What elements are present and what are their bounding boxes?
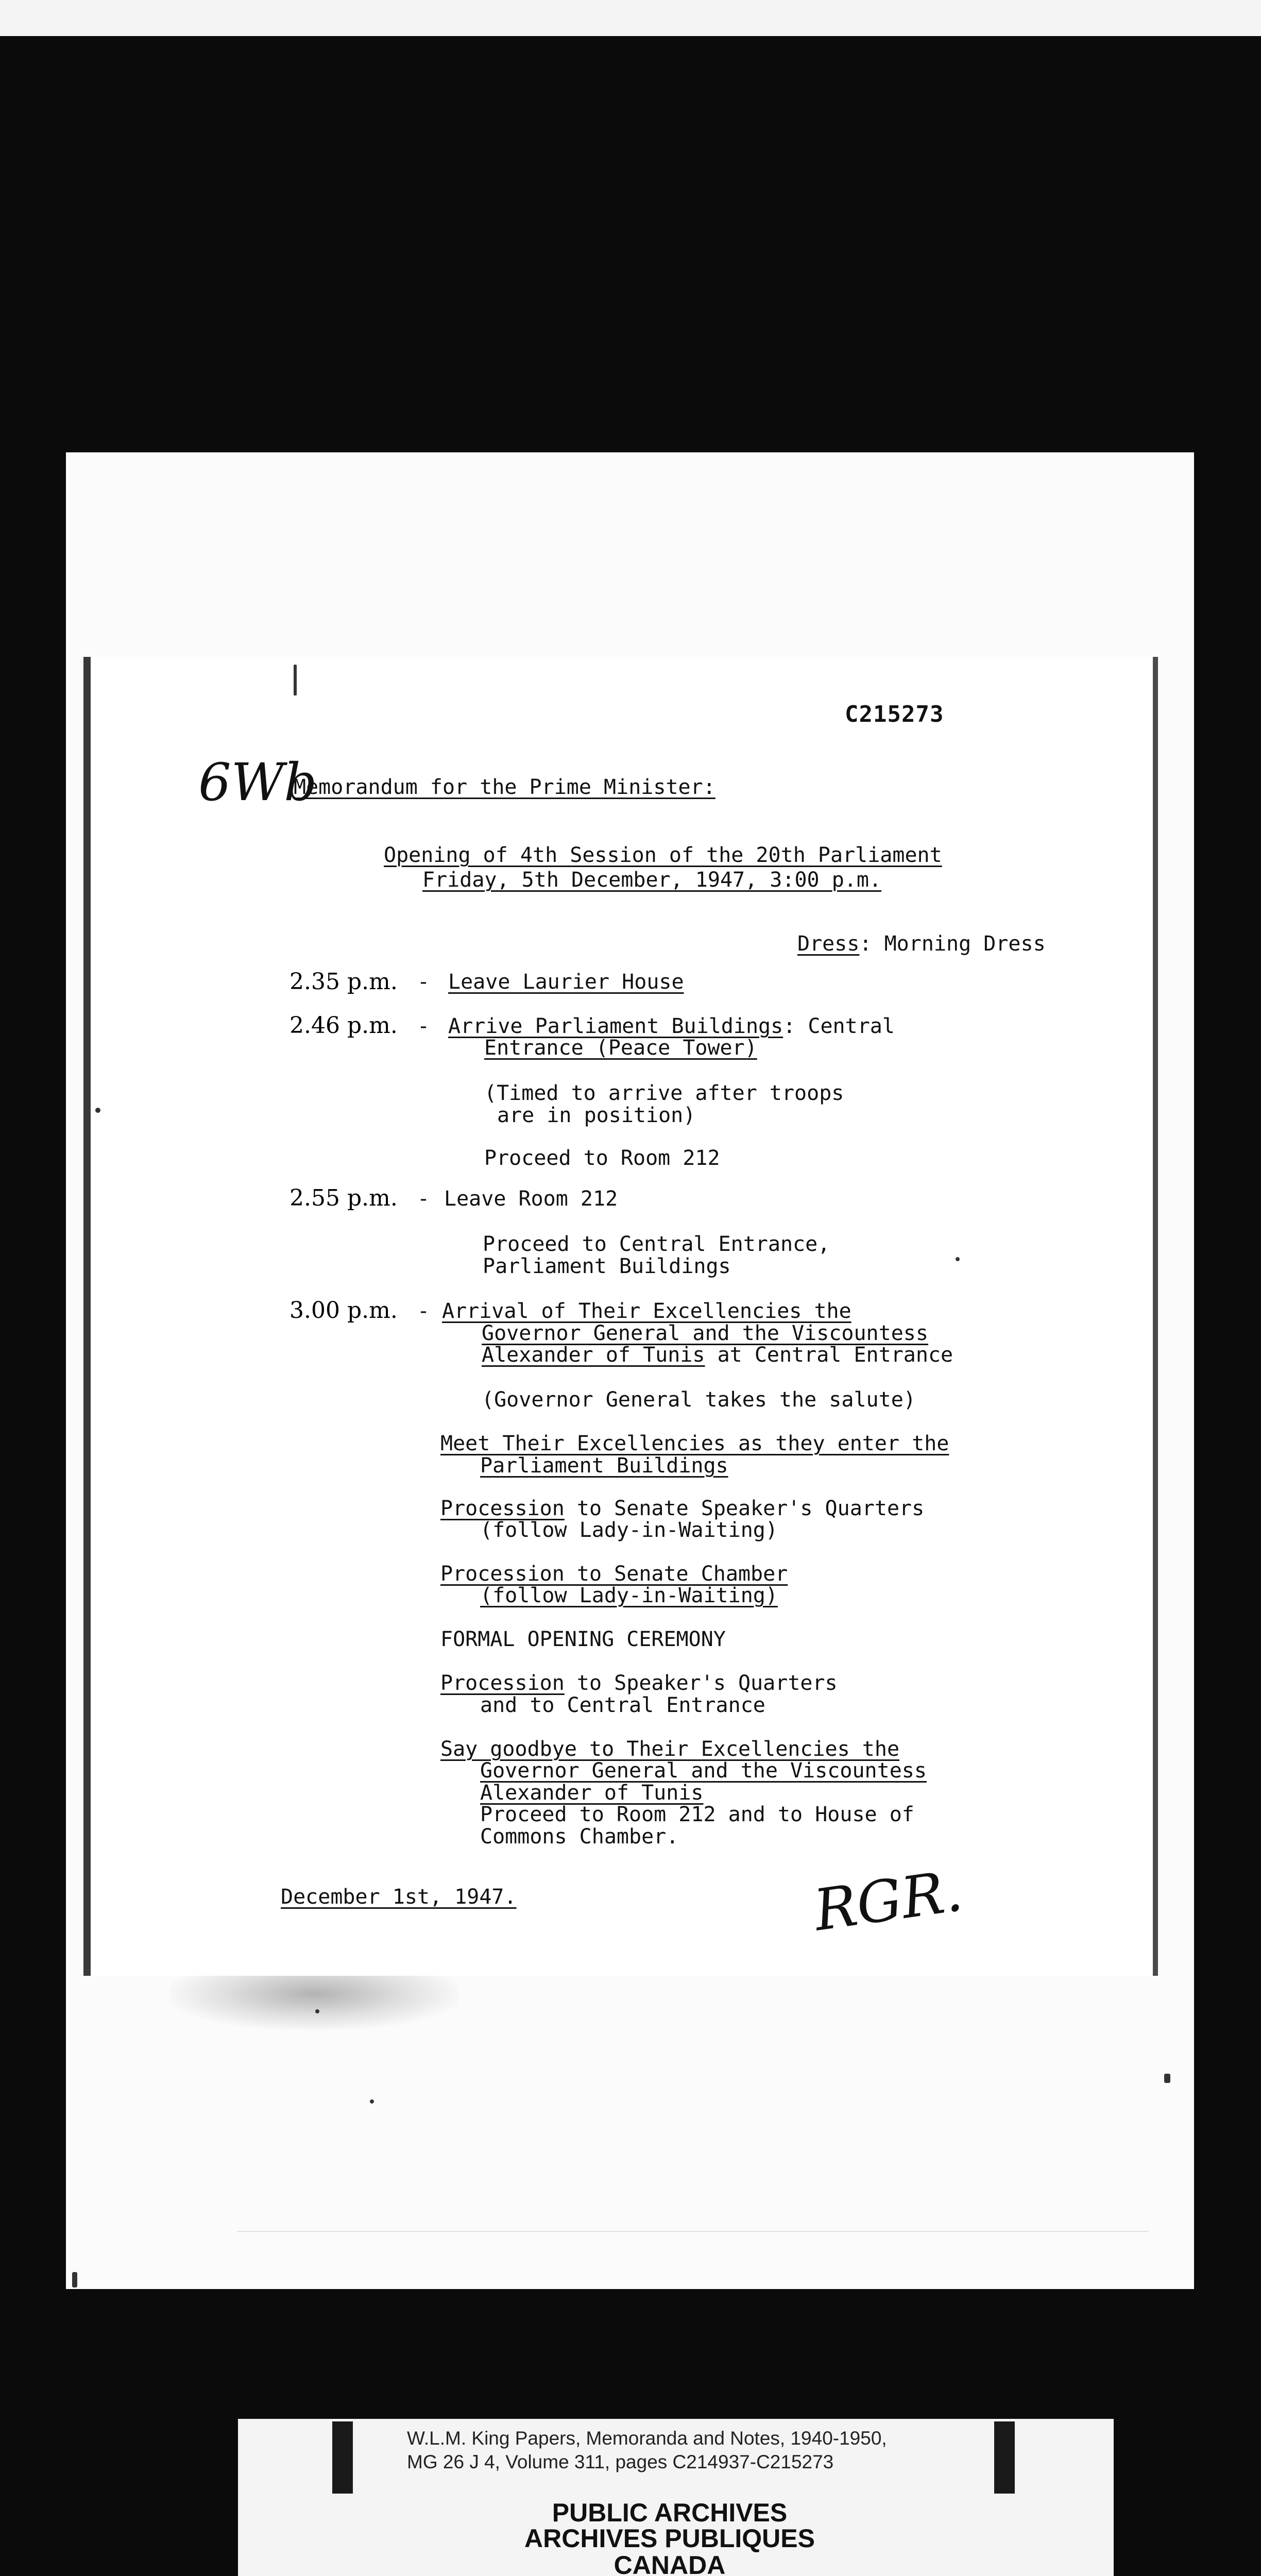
note-line: Parliament Buildings <box>483 1255 731 1278</box>
scan-top-strip <box>0 0 1261 36</box>
scan-speck <box>72 2272 77 2287</box>
document-number-stamp: C215273 <box>845 701 944 727</box>
item-continuation-tail: at Central Entrance <box>705 1343 953 1367</box>
note-line: Alexander of Tunis <box>480 1781 704 1805</box>
time-label: 2.35 p.m. <box>289 969 398 995</box>
dress-label: Dress <box>797 932 860 956</box>
time-dash: - <box>417 1187 430 1211</box>
note-line: Governor General and the Viscountess <box>480 1759 927 1783</box>
item-continuation: Alexander of Tunis <box>482 1343 705 1367</box>
archive-label-bar-left <box>332 2421 353 2494</box>
item-continuation: Entrance (Peace Tower) <box>484 1036 757 1060</box>
memo-date: December 1st, 1947. <box>281 1885 517 1909</box>
note-line <box>440 1498 924 1519</box>
note-line: Proceed to Room 212 <box>484 1146 720 1170</box>
note-line: Procession to Senate Chamber <box>440 1562 788 1586</box>
note-line: and to Central Entrance <box>480 1693 765 1717</box>
scan-speck <box>1164 2074 1170 2083</box>
item-heading-rest: : Central <box>783 1014 895 1038</box>
note-line: Parliament Buildings <box>480 1454 728 1478</box>
procession-label: Procession <box>440 1671 565 1695</box>
time-dash: - <box>417 970 430 994</box>
note-line: Proceed to Central Entrance, <box>483 1232 830 1256</box>
handwritten-signature: RGR. <box>810 1857 966 1944</box>
memo-title: Memorandum for the Prime Minister: <box>294 775 715 799</box>
scan-speck <box>370 2099 374 2104</box>
scan-faint-line <box>237 2231 1149 2232</box>
time-label: 3.00 p.m. <box>289 1297 398 1324</box>
dress-line <box>797 934 1046 954</box>
procession-label: Procession <box>440 1497 565 1520</box>
note-line: Meet Their Excellencies as they enter the <box>440 1432 949 1455</box>
handwritten-initials: 6Wb <box>198 752 317 812</box>
item-heading: Arrive Parliament Buildings <box>448 1014 783 1038</box>
procession-rest: to Speaker's Quarters <box>564 1671 838 1695</box>
note-line: are in position) <box>497 1104 696 1127</box>
procession-rest: to Senate Speaker's Quarters <box>564 1497 925 1520</box>
item-continuation: Governor General and the Viscountess <box>482 1321 928 1345</box>
time-label: 2.46 p.m. <box>289 1012 398 1039</box>
note-line: (Governor General takes the salute) <box>482 1388 916 1412</box>
item-heading: Arrival of Their Excellencies the <box>442 1299 851 1323</box>
archive-reference-line-2: MG 26 J 4, Volume 311, pages C214937-C215273 <box>407 2451 834 2472</box>
item-continuation-line <box>482 1345 953 1365</box>
scan-mark <box>294 665 297 696</box>
item-heading: Leave Room 212 <box>444 1187 618 1211</box>
time-label: 2.55 p.m. <box>289 1185 398 1211</box>
item-heading-line <box>448 1016 895 1037</box>
time-dash: - <box>417 1014 430 1038</box>
archive-name-french: ARCHIVES PUBLIQUES <box>524 2524 815 2553</box>
note-line: (Timed to arrive after troops <box>484 1081 844 1105</box>
archive-reference-line-1: W.L.M. King Papers, Memoranda and Notes, 1940-1950, <box>407 2428 887 2449</box>
scan-speck <box>95 1108 100 1113</box>
archive-name-english: PUBLIC ARCHIVES <box>552 2498 788 2527</box>
dress-value: : Morning Dress <box>859 932 1046 956</box>
scan-speck <box>315 2009 319 2013</box>
time-dash: - <box>417 1299 430 1323</box>
archive-country: CANADA <box>614 2551 726 2576</box>
note-line: Say goodbye to Their Excellencies the <box>440 1737 900 1761</box>
note-line: Proceed to Room 212 and to House of <box>480 1803 914 1826</box>
note-line: Commons Chamber. <box>480 1825 679 1849</box>
note-line: FORMAL OPENING CEREMONY <box>440 1628 726 1651</box>
archive-label-bar-right <box>994 2421 1015 2494</box>
memo-subtitle-line-1: Opening of 4th Session of the 20th Parliament <box>384 843 942 867</box>
note-line: (follow Lady-in-Waiting) <box>480 1584 778 1607</box>
note-line: (follow Lady-in-Waiting) <box>480 1518 778 1542</box>
item-heading: Leave Laurier House <box>448 970 684 994</box>
scan-speck <box>956 1257 960 1261</box>
note-line <box>440 1673 838 1693</box>
memo-subtitle-line-2: Friday, 5th December, 1947, 3:00 p.m. <box>422 868 882 892</box>
